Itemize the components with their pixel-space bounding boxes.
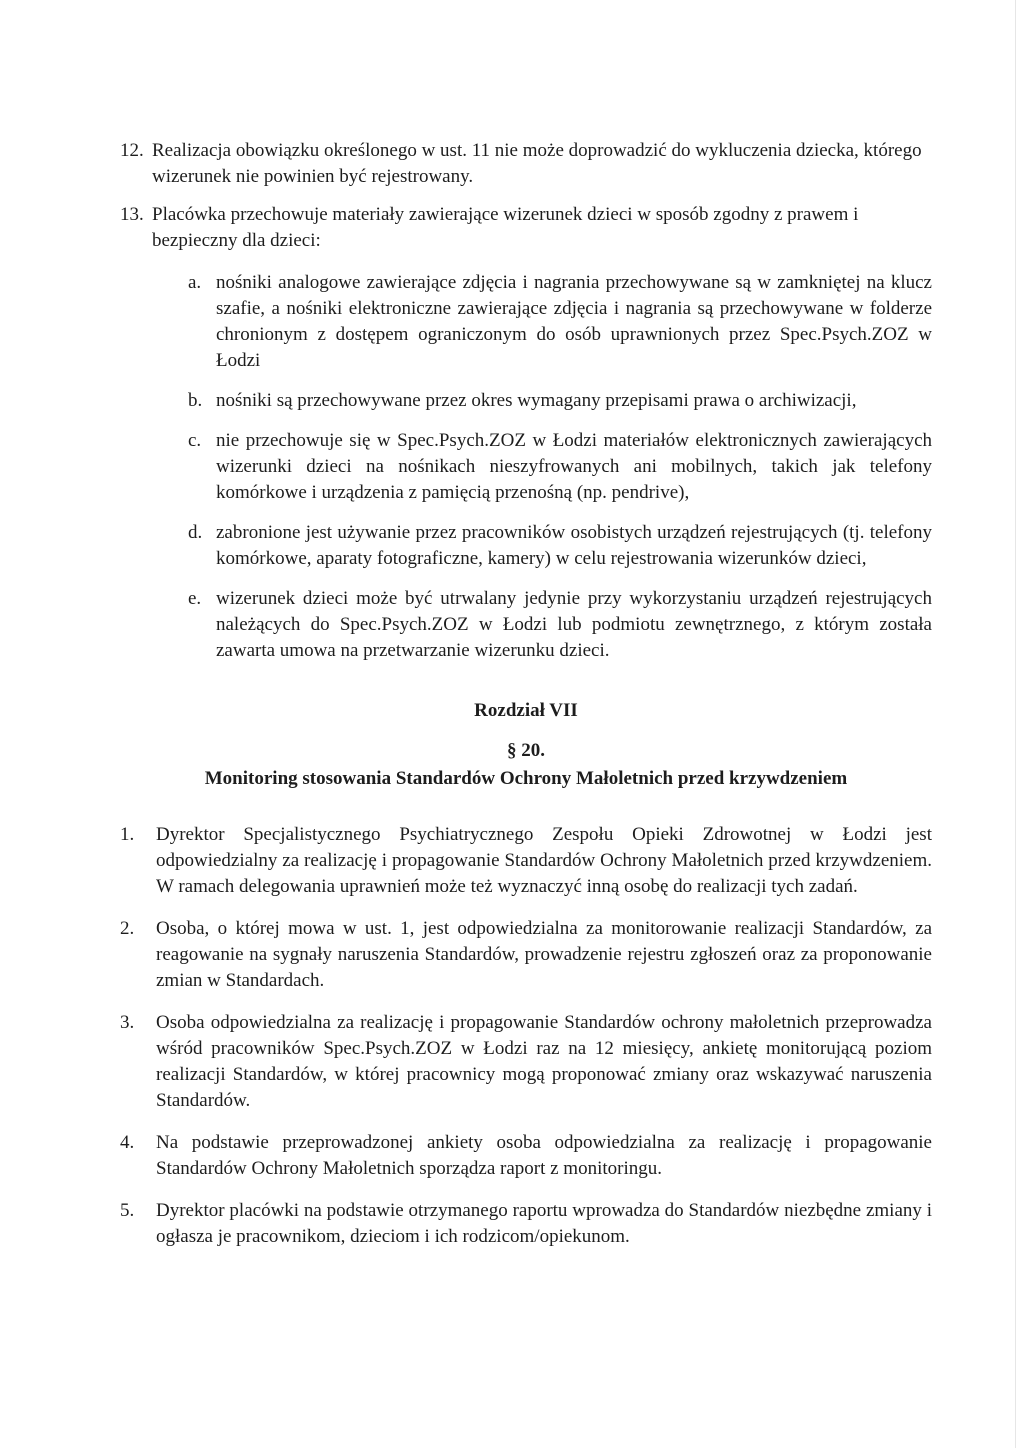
- list-text: Dyrektor Specjalistycznego Psychiatrycznego Zespołu Opieki Zdrowotnej w Łodzi jest odpowiedzialny za realizację i propagowanie Standardów Ochrony Małoletnich przed krzywdzeniem. W ramach delegowania uprawnień może też wyznaczyć inną osobę do realizacji tych zadań.: [156, 824, 932, 897]
- sub-item-e: [188, 586, 932, 664]
- chapter-heading: Rozdział VII: [474, 700, 578, 721]
- sub-item-a: [188, 270, 932, 374]
- scan-edge-line: [1015, 0, 1016, 1448]
- sub-list: [188, 266, 932, 664]
- list-number: 5.: [120, 1200, 135, 1221]
- sub-letter: d.: [188, 522, 203, 543]
- list-text: Realizacja obowiązku określonego w ust. 11 nie może doprowadzić do wykluczenia dziecka, którego wizerunek nie powinien być rejestrowany.: [152, 140, 922, 187]
- list-text: Placówka przechowuje materiały zawierające wizerunek dzieci w sposób zgodny z prawem i bezpieczny dla dzieci:: [152, 204, 859, 251]
- document-content: [120, 138, 932, 1266]
- sub-item-b: [188, 388, 932, 414]
- list-item-12: [120, 138, 932, 190]
- sub-text: nie przechowuje się w Spec.Psych.ZOZ w Łodzi materiałów elektronicznych zawierających wizerunki dzieci na nośnikach nieszyfrowanych ani mobilnych, takich jak telefony komórkowe i urządzenia z pamięcią przenośną (np. pendrive),: [216, 430, 932, 503]
- list-number: 4.: [120, 1132, 135, 1153]
- sub-text: nośniki analogowe zawierające zdjęcia i nagrania przechowywane są w zamkniętej na klucz szafie, a nośniki elektroniczne zawierające zdjęcia i nagrania są przechowywane w folderze chronionym z dostępem ograniczonym do osób uprawnionych przez Spec.Psych.ZOZ w Łodzi: [216, 272, 932, 371]
- list-number: 12.: [120, 140, 144, 161]
- sub-letter: e.: [188, 588, 202, 609]
- list-text: Na podstawie przeprowadzonej ankiety osoba odpowiedzialna za realizację i propagowanie Standardów Ochrony Małoletnich sporządza raport z monitoringu.: [156, 1132, 932, 1179]
- sub-text: zabronione jest używanie przez pracowników osobistych urządzeń rejestrujących (tj. telefony komórkowe, aparaty fotograficzne, kamery) w celu rejestrowania wizerunków dzieci,: [216, 522, 932, 569]
- section-title: Monitoring stosowania Standardów Ochrony Małoletnich przed krzywdzeniem: [204, 768, 848, 789]
- list-text: Dyrektor placówki na podstawie otrzymanego raportu wprowadza do Standardów niezbędne zmiany i ogłasza je pracownikom, dzieciom i ich rodzicom/opiekunom.: [156, 1200, 932, 1247]
- sub-letter: c.: [188, 430, 202, 451]
- sub-text: wizerunek dzieci może być utrwalany jedynie przy wykorzystaniu urządzeń rejestrujących należących do Spec.Psych.ZOZ w Łodzi lub podmiotu zewnętrznego, z którym została zawarta umowa na przetwarzanie wizerunku dzieci.: [216, 588, 932, 661]
- list-item-5: [120, 1198, 932, 1250]
- sub-item-c: [188, 428, 932, 506]
- list-text: Osoba odpowiedzialna za realizację i propagowanie Standardów ochrony małoletnich przeprowadza wśród pracowników Spec.Psych.ZOZ w Łodzi raz na 12 miesięcy, ankietę monitorującą poziom realizacji Standardów, w której pracownicy mogą proponować zmiany oraz wskazywać naruszenia Standardów.: [156, 1012, 932, 1111]
- sub-letter: b.: [188, 390, 203, 411]
- list-number: 1.: [120, 824, 135, 845]
- list-item-1: [120, 822, 932, 900]
- list-number: 3.: [120, 1012, 135, 1033]
- sub-item-d: [188, 520, 932, 572]
- list-text: Osoba, o której mowa w ust. 1, jest odpowiedzialna za monitorowanie realizacji Standardów, za reagowanie na sygnały naruszenia Standardów, prowadzenie rejestru zgłoszeń oraz za proponowanie zmian w Standardach.: [156, 918, 932, 991]
- sub-letter: a.: [188, 272, 202, 293]
- list-item-2: [120, 916, 932, 994]
- list-item-4: [120, 1130, 932, 1182]
- paragraph-heading: § 20.: [507, 740, 545, 761]
- list-number: 2.: [120, 918, 135, 939]
- list-item-3: [120, 1010, 932, 1114]
- list-item-13: [120, 202, 932, 254]
- sub-text: nośniki są przechowywane przez okres wymagany przepisami prawa o archiwizacji,: [216, 390, 857, 411]
- list-number: 13.: [120, 204, 144, 225]
